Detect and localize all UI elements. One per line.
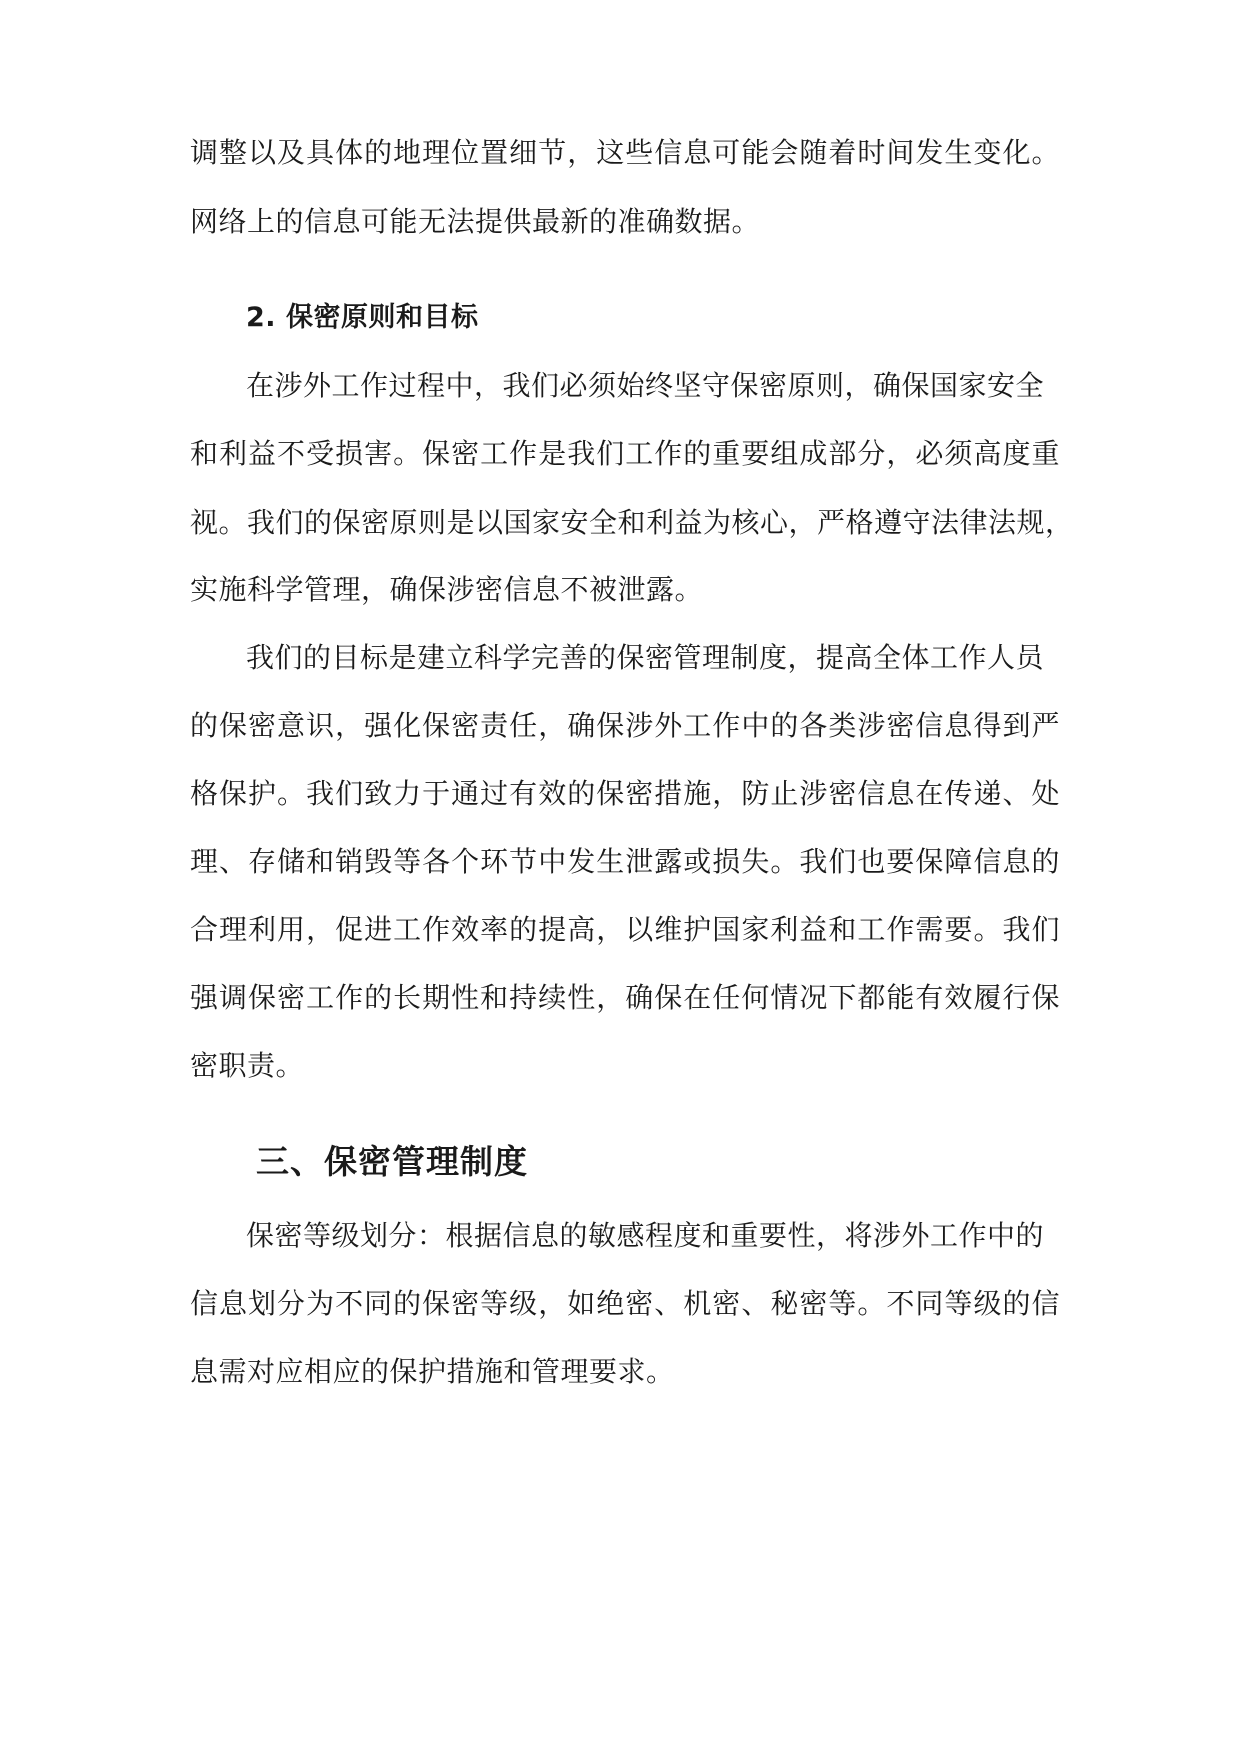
body-text-line: 我们的目标是建立科学完善的保密管理制度，提高全体工作人员 <box>246 641 1045 674</box>
body-text-line: 保密等级划分：根据信息的敏感程度和重要性，将涉外工作中的 <box>246 1219 1045 1252</box>
section-heading-3: 三、保密管理制度 <box>256 1142 528 1181</box>
body-text-line: 和利益不受损害。保密工作是我们工作的重要组成部分，必须高度重 <box>190 437 1060 470</box>
body-text-line: 格保护。我们致力于通过有效的保密措施，防止涉密信息在传递、处 <box>190 777 1060 810</box>
body-text-line: 在涉外工作过程中，我们必须始终坚守保密原则，确保国家安全 <box>246 369 1045 402</box>
body-text-line: 实施科学管理，确保涉密信息不被泄露。 <box>190 573 704 606</box>
body-text-line: 合理利用，促进工作效率的提高，以维护国家利益和工作需要。我们 <box>190 913 1060 946</box>
body-text-line: 网络上的信息可能无法提供最新的准确数据。 <box>190 205 761 238</box>
body-text-line: 理、存储和销毁等各个环节中发生泄露或损失。我们也要保障信息的 <box>190 845 1060 878</box>
body-text-line: 强调保密工作的长期性和持续性，确保在任何情况下都能有效履行保 <box>190 981 1060 1014</box>
body-text-line: 信息划分为不同的保密等级，如绝密、机密、秘密等。不同等级的信 <box>190 1287 1060 1320</box>
body-text-line: 的保密意识，强化保密责任，确保涉外工作中的各类涉密信息得到严 <box>190 709 1060 742</box>
body-text-line: 息需对应相应的保护措施和管理要求。 <box>190 1355 675 1388</box>
body-text-line: 视。我们的保密原则是以国家安全和利益为核心，严格遵守法律法规， <box>190 506 1074 539</box>
section-heading-2: 2. 保密原则和目标 <box>246 302 479 333</box>
body-text-line: 密职责。 <box>190 1049 305 1082</box>
body-text-line: 调整以及具体的地理位置细节，这些信息可能会随着时间发生变化。 <box>190 136 1060 169</box>
